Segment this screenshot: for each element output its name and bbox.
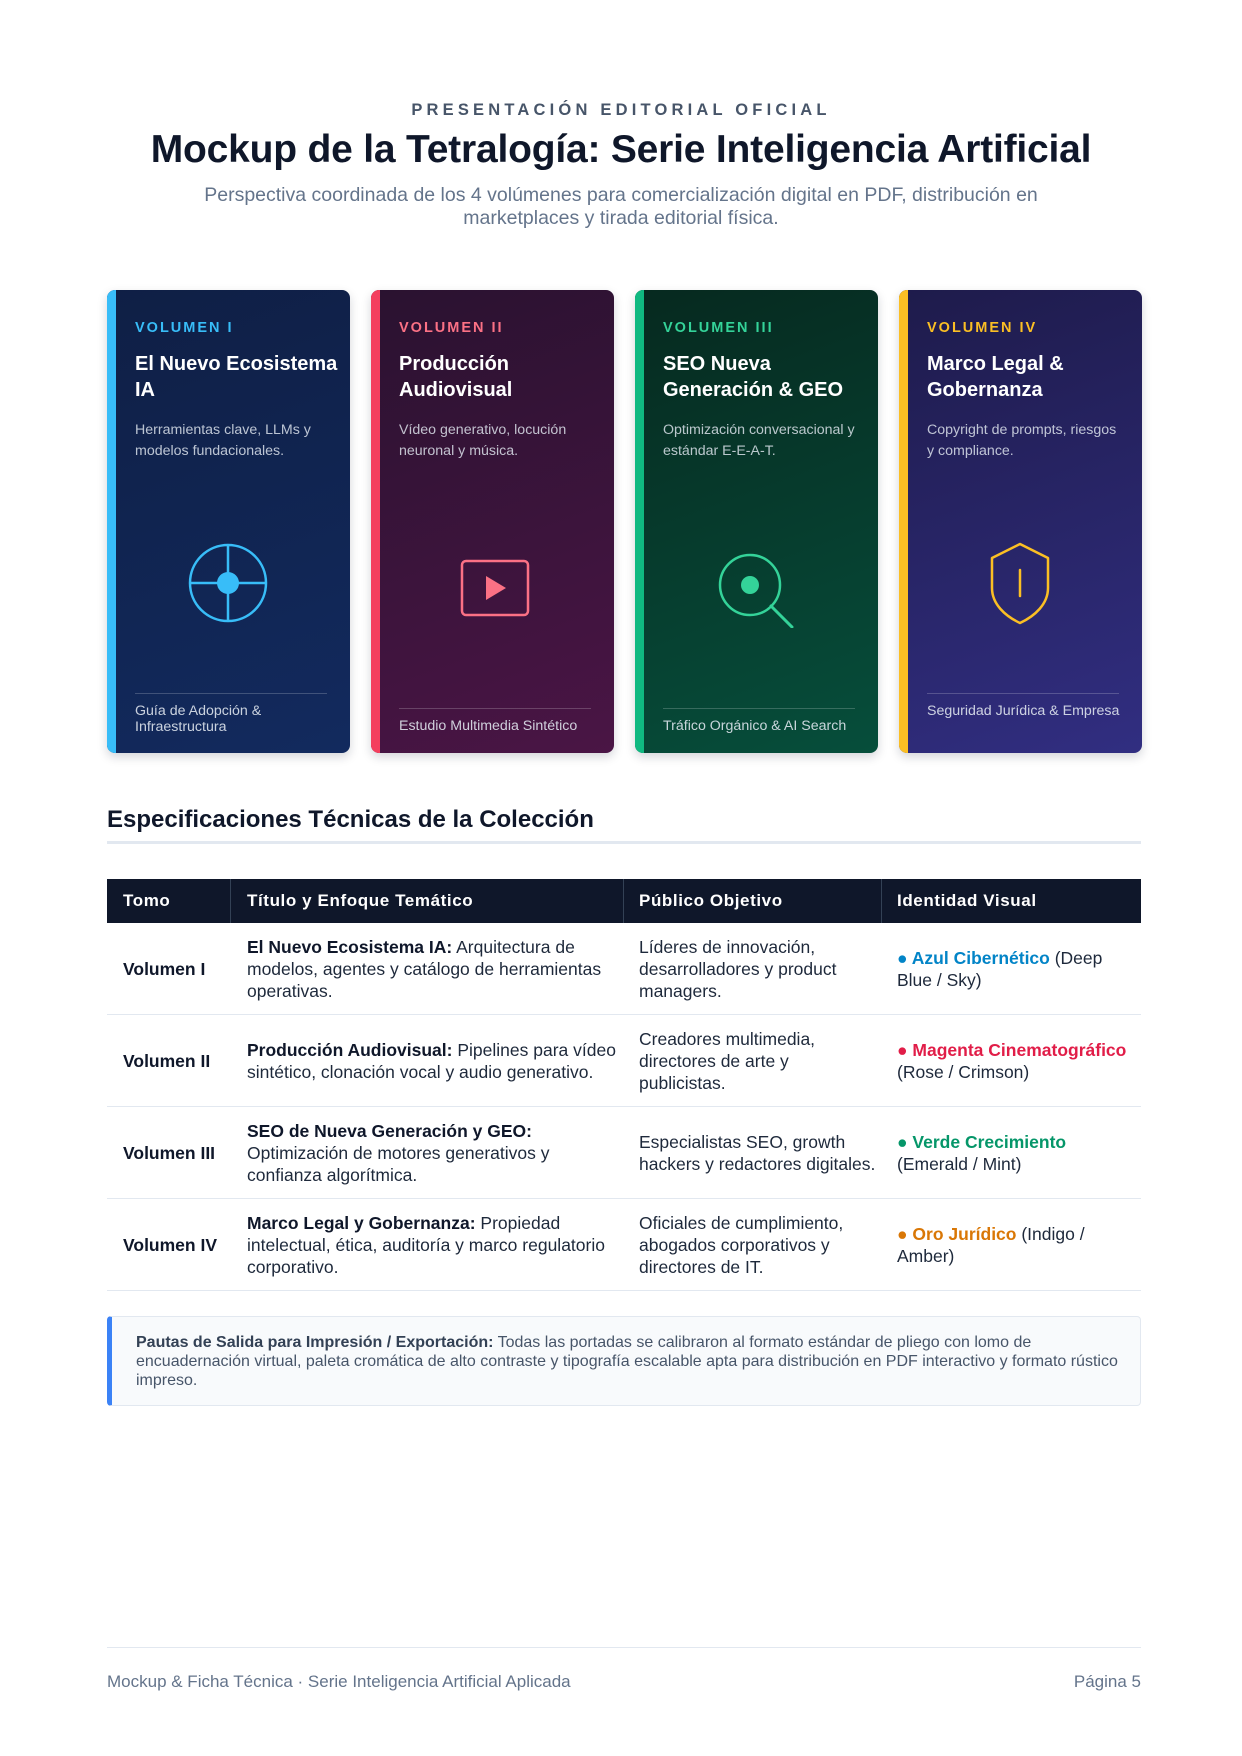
cell-title-bold: SEO de Nueva Generación y GEO:: [247, 1121, 532, 1141]
identity-color-name: ● Azul Cibernético: [897, 948, 1050, 968]
note-bold: Pautas de Salida para Impresión / Exportación:: [136, 1334, 494, 1351]
page-title: Mockup de la Tetralogía: Serie Inteligencia Artificial: [150, 128, 1092, 171]
cell-identity: [897, 923, 1133, 1015]
cover-volume-2: [371, 290, 614, 753]
specs-heading: Especificaciones Técnicas de la Colección: [107, 806, 594, 833]
identity-rest: (Rose / Crimson): [897, 1062, 1030, 1082]
cell-title-bold: Marco Legal y Gobernanza:: [247, 1213, 476, 1233]
cover-description: Vídeo generativo, locución neuronal y música.: [399, 422, 567, 459]
cover-divider: [927, 693, 1119, 694]
cover-spine: [899, 290, 908, 753]
cell-tomo: Volumen III: [123, 1143, 216, 1163]
cell-tomo: Volumen IV: [123, 1235, 217, 1255]
note-body: Todas las portadas se calibraron al formato estándar de pliego con lomo de encuadernación virtual, paleta cromática de alto contraste y tipografía escalable apta para distribución en PDF interactivo y formato rústico impreso.: [136, 1334, 1118, 1389]
cell-tomo: Volumen II: [123, 1051, 211, 1071]
cell-title: [247, 1107, 619, 1199]
cover-volume-3: [635, 290, 878, 753]
identity-rest: (Indigo / Amber): [897, 1224, 1085, 1266]
specs-table: [107, 879, 1141, 1291]
identity-color-name: ● Oro Jurídico: [897, 1224, 1017, 1244]
cover-title: Producción Audiovisual: [399, 353, 513, 401]
cell-title-rest: Pipelines para vídeo sintético, clonación vocal y audio generativo.: [247, 1040, 616, 1082]
cell-identity: [897, 1015, 1133, 1107]
cover-divider: [135, 693, 327, 694]
col-header-tomo: Tomo: [123, 891, 171, 910]
cell-audience: Líderes de innovación, desarrolladores y product managers.: [639, 937, 837, 1001]
cell-title: [247, 1015, 619, 1107]
cover-footer: Guía de Adopción & Infraestructura: [135, 703, 262, 735]
cover-volume-label: VOLUMEN III: [663, 320, 774, 336]
play-icon: [371, 538, 614, 628]
cell-title-rest: Optimización de motores generativos y confianza algorítmica.: [247, 1143, 550, 1185]
identity-rest: (Deep Blue / Sky): [897, 948, 1103, 990]
page-number: Página 5: [1073, 1672, 1141, 1691]
cover-volume-4: [899, 290, 1142, 753]
cover-volume-1: [107, 290, 350, 753]
identity-color-name: ● Verde Crecimiento: [897, 1132, 1067, 1152]
cell-title: [247, 1199, 619, 1291]
cell-audience: Especialistas SEO, growth hackers y redactores digitales.: [639, 1132, 876, 1174]
cover-volume-label: VOLUMEN IV: [927, 320, 1038, 336]
page-kicker: PRESENTACIÓN EDITORIAL OFICIAL: [411, 101, 831, 119]
col-header-audience: Público Objetivo: [639, 891, 783, 910]
search-icon: [635, 538, 878, 628]
table-row: [107, 1199, 1141, 1291]
cell-tomo: Volumen I: [123, 959, 206, 979]
col-header-identity: Identidad Visual: [897, 891, 1037, 910]
col-header-title: Título y Enfoque Temático: [247, 891, 474, 910]
export-guidelines-note: [107, 1316, 1141, 1406]
cover-divider: [399, 708, 591, 709]
table-header: [107, 879, 1141, 923]
cover-spine: [635, 290, 644, 753]
table-row: [107, 1107, 1141, 1199]
cell-audience: Creadores multimedia, directores de arte y publicistas.: [639, 1029, 816, 1093]
identity-color-name: ● Magenta Cinematográfico: [897, 1040, 1127, 1060]
cover-footer: Seguridad Jurídica & Empresa: [927, 703, 1120, 719]
cover-title: El Nuevo Ecosistema IA: [135, 353, 338, 401]
cell-audience: Oficiales de cumplimiento, abogados corporativos y directores de IT.: [639, 1213, 844, 1277]
identity-rest: (Emerald / Mint): [897, 1154, 1022, 1174]
cell-title-bold: El Nuevo Ecosistema IA:: [247, 937, 453, 957]
cell-title-rest: Propiedad intelectual, ética, auditoría y marco regulatorio corporativo.: [247, 1213, 605, 1277]
cover-footer: Tráfico Orgánico & AI Search: [663, 718, 847, 734]
cover-volume-label: VOLUMEN I: [135, 320, 234, 336]
footer-divider: [107, 1647, 1141, 1648]
cover-spine: [371, 290, 380, 753]
page-subtitle: Perspectiva coordinada de los 4 volúmenes para comercialización digital en PDF, distribución en marketplaces y tirada editorial física.: [204, 184, 1038, 229]
network-target-icon: [107, 538, 350, 628]
cell-title-rest: Arquitectura de modelos, agentes y catálogo de herramientas operativas.: [247, 937, 602, 1001]
note-text: [136, 1333, 1126, 1390]
table-row: [107, 1015, 1141, 1107]
cell-title: [247, 923, 619, 1015]
covers-row: [107, 290, 1141, 753]
cover-volume-label: VOLUMEN II: [399, 320, 504, 336]
cell-identity: [897, 1199, 1133, 1291]
cell-title-bold: Producción Audiovisual:: [247, 1040, 453, 1060]
cover-description: Copyright de prompts, riesgos y compliance.: [927, 422, 1117, 459]
cell-identity: [897, 1107, 1133, 1199]
footer-series: Mockup & Ficha Técnica · Serie Inteligencia Artificial Aplicada: [107, 1672, 571, 1691]
cover-description: Herramientas clave, LLMs y modelos fundacionales.: [135, 422, 311, 459]
cover-title: Marco Legal & Gobernanza: [927, 353, 1064, 401]
table-row: [107, 923, 1141, 1015]
cover-description: Optimización conversacional y estándar E-E-A-T.: [663, 422, 855, 459]
cover-divider: [663, 708, 855, 709]
cover-title: SEO Nueva Generación & GEO: [663, 353, 844, 401]
shield-icon: [899, 538, 1142, 628]
cover-spine: [107, 290, 116, 753]
specs-divider: [107, 841, 1141, 844]
cover-footer: Estudio Multimedia Sintético: [399, 718, 578, 734]
